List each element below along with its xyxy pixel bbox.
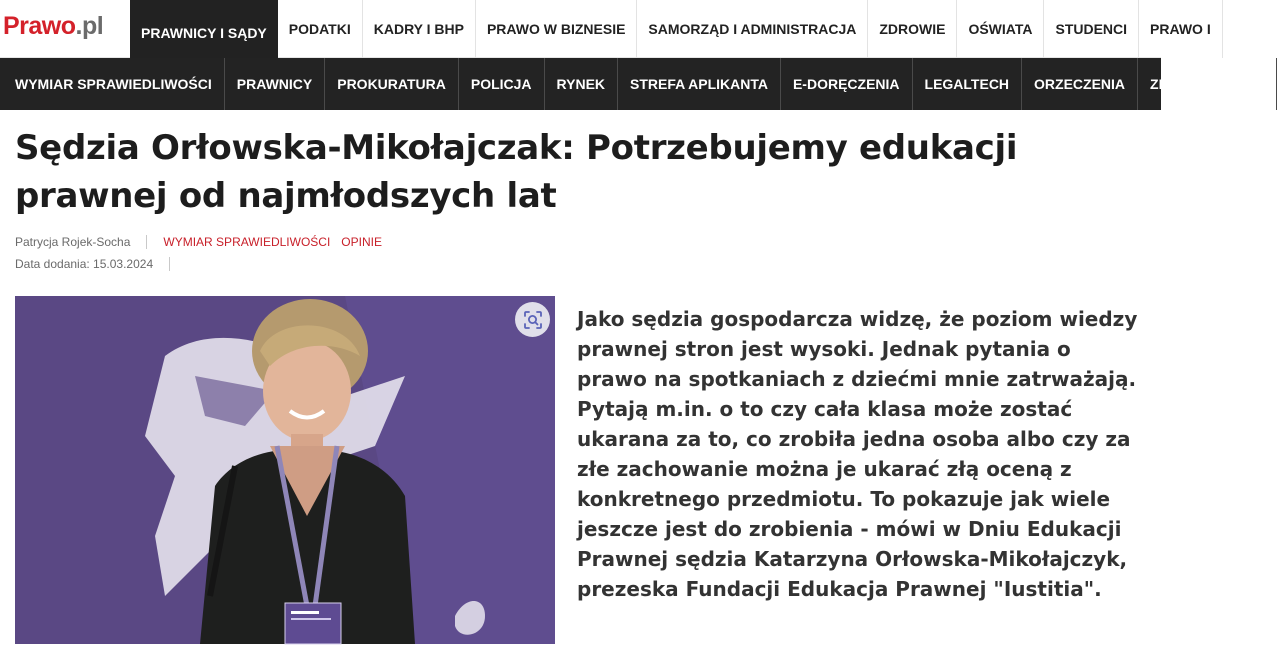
section-nav-item-legaltech[interactable]: LEGALTECH xyxy=(913,58,1023,110)
section-nav-item-prokuratura[interactable]: PROKURATURA xyxy=(325,58,459,110)
article-lead: Jako sędzia gospodarcza widzę, że poziom wiedzy prawnej stron jest wysoki. Jednak pytania o prawo na spotkaniach z dziećmi mnie zatrważają. Pytają m.in. o to czy cała klasa może zostać ukarana za to, co zrobiła jedna osoba albo czy za złe zachowanie można je ukarać złą oceną z konkretnego przedmiotu. To pokazuje jak wiele jeszcze jest do zrobienia - mówi w Dniu Edukacji Prawnej sędzia Katarzyna Orłowska-Mikołajczyk, prezeska Fundacji Edukacja Prawnej "Iustitia". xyxy=(577,307,1138,601)
logo-brand: Prawo xyxy=(3,12,76,40)
main-nav-item-oswiata[interactable]: OŚWIATA xyxy=(957,0,1044,58)
section-nav-item-prawnicy[interactable]: PRAWNICY xyxy=(225,58,325,110)
article-date-row xyxy=(15,256,186,272)
main-nav-item-prawnicy-i-sady[interactable]: PRAWNICY I SĄDY xyxy=(130,0,278,58)
main-nav-item-samorzad[interactable]: SAMORZĄD I ADMINISTRACJA xyxy=(637,0,868,58)
article-date: Data dodania: 15.03.2024 xyxy=(15,257,154,271)
image-zoom-button[interactable] xyxy=(515,302,550,337)
main-nav-item-studenci[interactable]: STUDENCI xyxy=(1044,0,1139,58)
section-nav-item-rynek[interactable]: RYNEK xyxy=(545,58,619,110)
article-author[interactable]: Patrycja Rojek-Socha xyxy=(15,235,131,249)
section-nav-item-wymiar-sprawiedliwosci[interactable]: WYMIAR SPRAWIEDLIWOŚCI xyxy=(0,58,225,110)
section-nav-item-e-doreczenia[interactable]: E-DORĘCZENIA xyxy=(781,58,913,110)
main-nav-item-prawo-i[interactable]: PRAWO I xyxy=(1139,0,1223,58)
main-nav-item-prawo-w-biznesie[interactable]: PRAWO W BIZNESIE xyxy=(476,0,637,58)
main-nav-item-zdrowie[interactable]: ZDROWIE xyxy=(868,0,957,58)
meta-divider xyxy=(146,235,147,249)
section-nav-item-policja[interactable]: POLICJA xyxy=(459,58,545,110)
section-nav xyxy=(0,58,1264,110)
article-photo[interactable] xyxy=(15,296,555,644)
main-nav-item-kadry-i-bhp[interactable]: KADRY I BHP xyxy=(363,0,476,58)
meta-divider xyxy=(169,257,170,271)
top-bar xyxy=(0,0,1211,58)
article-title: Sędzia Orłowska-Mikołajczak: Potrzebujemy edukacji prawnej od najmłodszych lat xyxy=(15,128,1018,216)
zoom-scan-icon xyxy=(523,310,543,330)
section-nav-item-strefa-aplikanta[interactable]: STREFA APLIKANTA xyxy=(618,58,781,110)
photo-illustration xyxy=(15,296,555,644)
main-nav-item-podatki[interactable]: PODATKI xyxy=(278,0,363,58)
category-link-opinie[interactable]: OPINIE xyxy=(341,235,382,249)
section-nav-item-zmiany-w-kpc[interactable]: ZMIANY W K.P.C. xyxy=(1138,58,1277,110)
category-link-wymiar-sprawiedliwosci[interactable]: WYMIAR SPRAWIEDLIWOŚCI xyxy=(163,235,331,249)
logo-tld: .pl xyxy=(75,12,104,40)
section-nav-item-orzeczenia[interactable]: ORZECZENIA xyxy=(1022,58,1138,110)
site-logo[interactable] xyxy=(3,11,103,41)
article-meta xyxy=(15,234,393,250)
main-nav xyxy=(130,0,1223,58)
